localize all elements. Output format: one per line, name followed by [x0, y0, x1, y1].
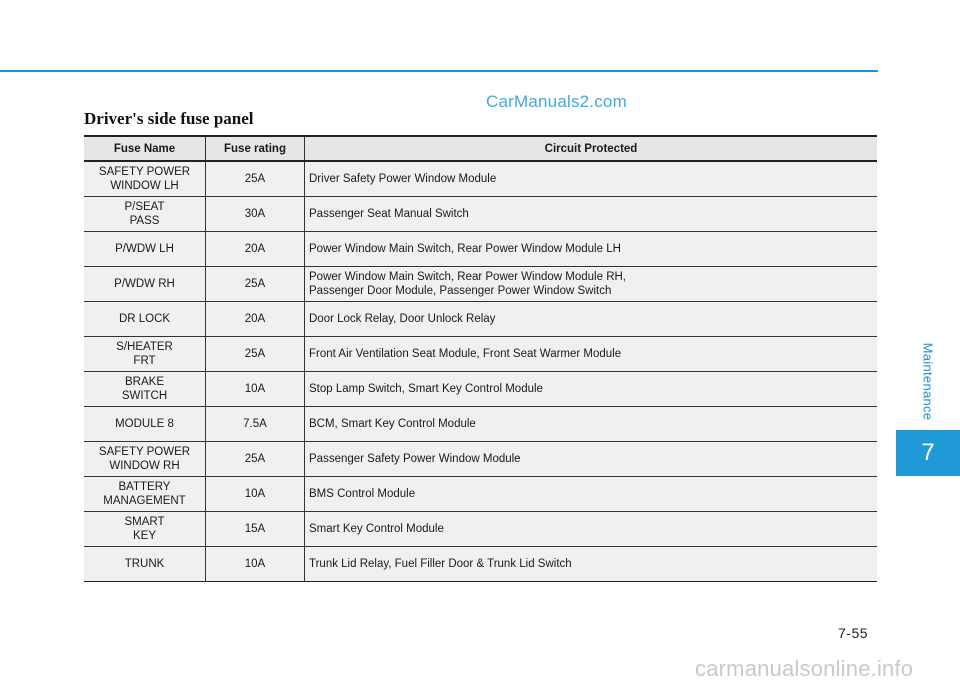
fuse-name-cell: S/HEATER FRT: [84, 337, 206, 372]
fuse-rating-cell: 7.5A: [206, 407, 305, 442]
table-row: [84, 267, 877, 302]
header-fuse-name: Fuse Name: [84, 136, 206, 161]
chapter-side-tab: [896, 332, 960, 430]
fuse-name-cell: SMART KEY: [84, 512, 206, 547]
fuse-rating-cell: 10A: [206, 477, 305, 512]
circuit-cell: Door Lock Relay, Door Unlock Relay: [305, 302, 878, 337]
fuse-name-cell: BRAKE SWITCH: [84, 372, 206, 407]
chapter-number-box: 7: [896, 430, 960, 476]
fuse-name-cell: TRUNK: [84, 547, 206, 582]
fuse-rating-cell: 20A: [206, 302, 305, 337]
circuit-cell: Driver Safety Power Window Module: [305, 161, 878, 197]
chapter-label: Maintenance: [920, 342, 936, 420]
fuse-rating-cell: 30A: [206, 197, 305, 232]
table-row: [84, 442, 877, 477]
circuit-cell: BMS Control Module: [305, 477, 878, 512]
table-row: [84, 337, 877, 372]
circuit-cell: Power Window Main Switch, Rear Power Window Module LH: [305, 232, 878, 267]
table-row: [84, 232, 877, 267]
circuit-cell: Passenger Seat Manual Switch: [305, 197, 878, 232]
table-row: [84, 161, 877, 197]
circuit-cell: Smart Key Control Module: [305, 512, 878, 547]
fuse-name-cell: P/WDW RH: [84, 267, 206, 302]
circuit-cell: Stop Lamp Switch, Smart Key Control Module: [305, 372, 878, 407]
table-row: [84, 407, 877, 442]
circuit-cell: BCM, Smart Key Control Module: [305, 407, 878, 442]
table-row: [84, 512, 877, 547]
table-row: [84, 477, 877, 512]
fuse-name-cell: MODULE 8: [84, 407, 206, 442]
fuse-rating-cell: 15A: [206, 512, 305, 547]
top-rule: [0, 70, 878, 72]
section-title: Driver's side fuse panel: [84, 109, 254, 128]
header-circuit-protected: Circuit Protected: [305, 136, 878, 161]
table-row: [84, 547, 877, 582]
fuse-table: [84, 135, 877, 582]
table-row: [84, 197, 877, 232]
table-header-row: [84, 136, 877, 161]
fuse-rating-cell: 25A: [206, 267, 305, 302]
fuse-rating-cell: 25A: [206, 442, 305, 477]
fuse-name-cell: P/SEAT PASS: [84, 197, 206, 232]
fuse-name-cell: BATTERY MANAGEMENT: [84, 477, 206, 512]
fuse-rating-cell: 20A: [206, 232, 305, 267]
fuse-rating-cell: 25A: [206, 337, 305, 372]
page-number: 7-55: [838, 625, 869, 641]
circuit-cell: Passenger Safety Power Window Module: [305, 442, 878, 477]
fuse-name-cell: SAFETY POWER WINDOW LH: [84, 161, 206, 197]
fuse-name-cell: SAFETY POWER WINDOW RH: [84, 442, 206, 477]
table-row: [84, 302, 877, 337]
fuse-rating-cell: 10A: [206, 372, 305, 407]
fuse-name-cell: DR LOCK: [84, 302, 206, 337]
table-row: [84, 372, 877, 407]
fuse-name-cell: P/WDW LH: [84, 232, 206, 267]
header-fuse-rating: Fuse rating: [206, 136, 305, 161]
fuse-rating-cell: 25A: [206, 161, 305, 197]
circuit-cell: Power Window Main Switch, Rear Power Window Module RH, Passenger Door Module, Passenger Power Window Switch: [305, 267, 878, 302]
circuit-cell: Trunk Lid Relay, Fuel Filler Door & Trunk Lid Switch: [305, 547, 878, 582]
watermark-bottom: carmanualsonline.info: [695, 656, 914, 681]
circuit-cell: Front Air Ventilation Seat Module, Front Seat Warmer Module: [305, 337, 878, 372]
fuse-rating-cell: 10A: [206, 547, 305, 582]
watermark-top: CarManuals2.com: [486, 92, 627, 111]
